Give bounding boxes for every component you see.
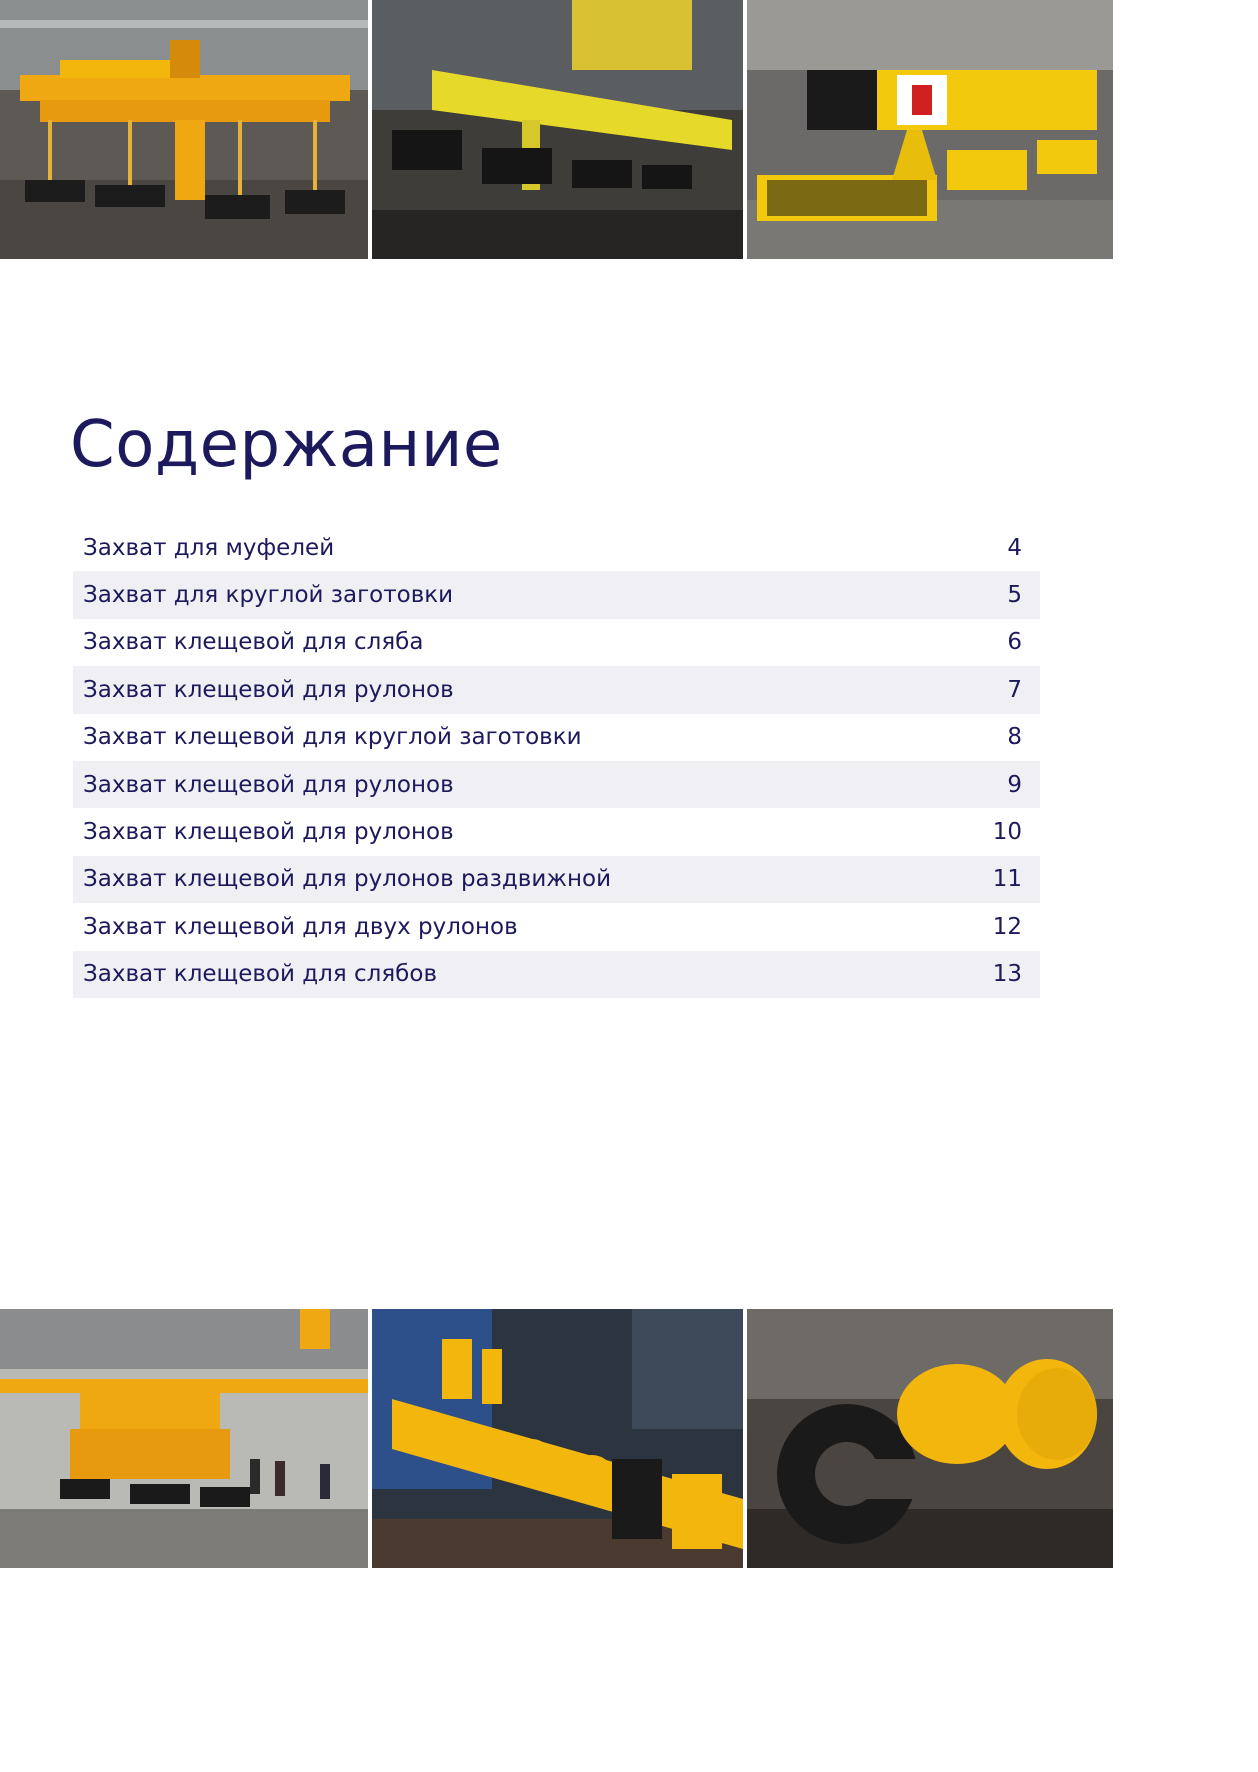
toc-item[interactable] [73,856,1040,903]
crane-magnet-workshop-photo [0,1309,368,1568]
toc-item-label: Захват клещевой для сляба [83,629,424,656]
magnetic-lifter-photo [0,0,368,259]
toc-item-label: Захват для муфелей [83,534,335,561]
toc-item-page: 13 [992,961,1022,988]
toc-item-page: 5 [1007,582,1022,609]
page-title: Содержание [70,408,503,482]
toc-item-label: Захват клещевой для круглой заготовки [83,724,582,751]
bottom-photo-strip [0,1309,1113,1568]
toc-item-page: 4 [1007,534,1022,561]
toc-item[interactable] [73,903,1040,950]
toc-item-page: 9 [1007,771,1022,798]
toc-item-page: 6 [1007,629,1022,656]
toc-item-page: 7 [1007,676,1022,703]
toc-item-label: Захват клещевой для слябов [83,961,437,988]
crane-hook-photo [747,1309,1113,1568]
toc-item[interactable] [73,951,1040,998]
toc-item-page: 12 [992,913,1022,940]
toc-item[interactable] [73,619,1040,666]
toc-item-label: Захват клещевой для рулонов раздвижной [83,866,612,893]
toc-item-page: 8 [1007,724,1022,751]
toc-item-label: Захват клещевой для рулонов [83,771,454,798]
table-of-contents [73,524,1040,998]
toc-item[interactable] [73,761,1040,808]
toc-item[interactable] [73,714,1040,761]
toc-item[interactable] [73,571,1040,618]
toc-item-label: Захват клещевой для рулонов [83,819,454,846]
toc-item[interactable] [73,524,1040,571]
toc-item[interactable] [73,808,1040,855]
top-photo-strip [0,0,1113,259]
toc-item[interactable] [73,666,1040,713]
coil-gripper-line-photo [372,1309,743,1568]
toc-item-label: Захват для круглой заготовки [83,582,454,609]
toc-item-page: 10 [992,819,1022,846]
toc-item-label: Захват клещевой для двух рулонов [83,913,518,940]
toc-item-label: Захват клещевой для рулонов [83,676,454,703]
magnetic-beam-photo [372,0,743,259]
toc-item-page: 11 [992,866,1022,893]
lifting-traverse-photo [747,0,1113,259]
